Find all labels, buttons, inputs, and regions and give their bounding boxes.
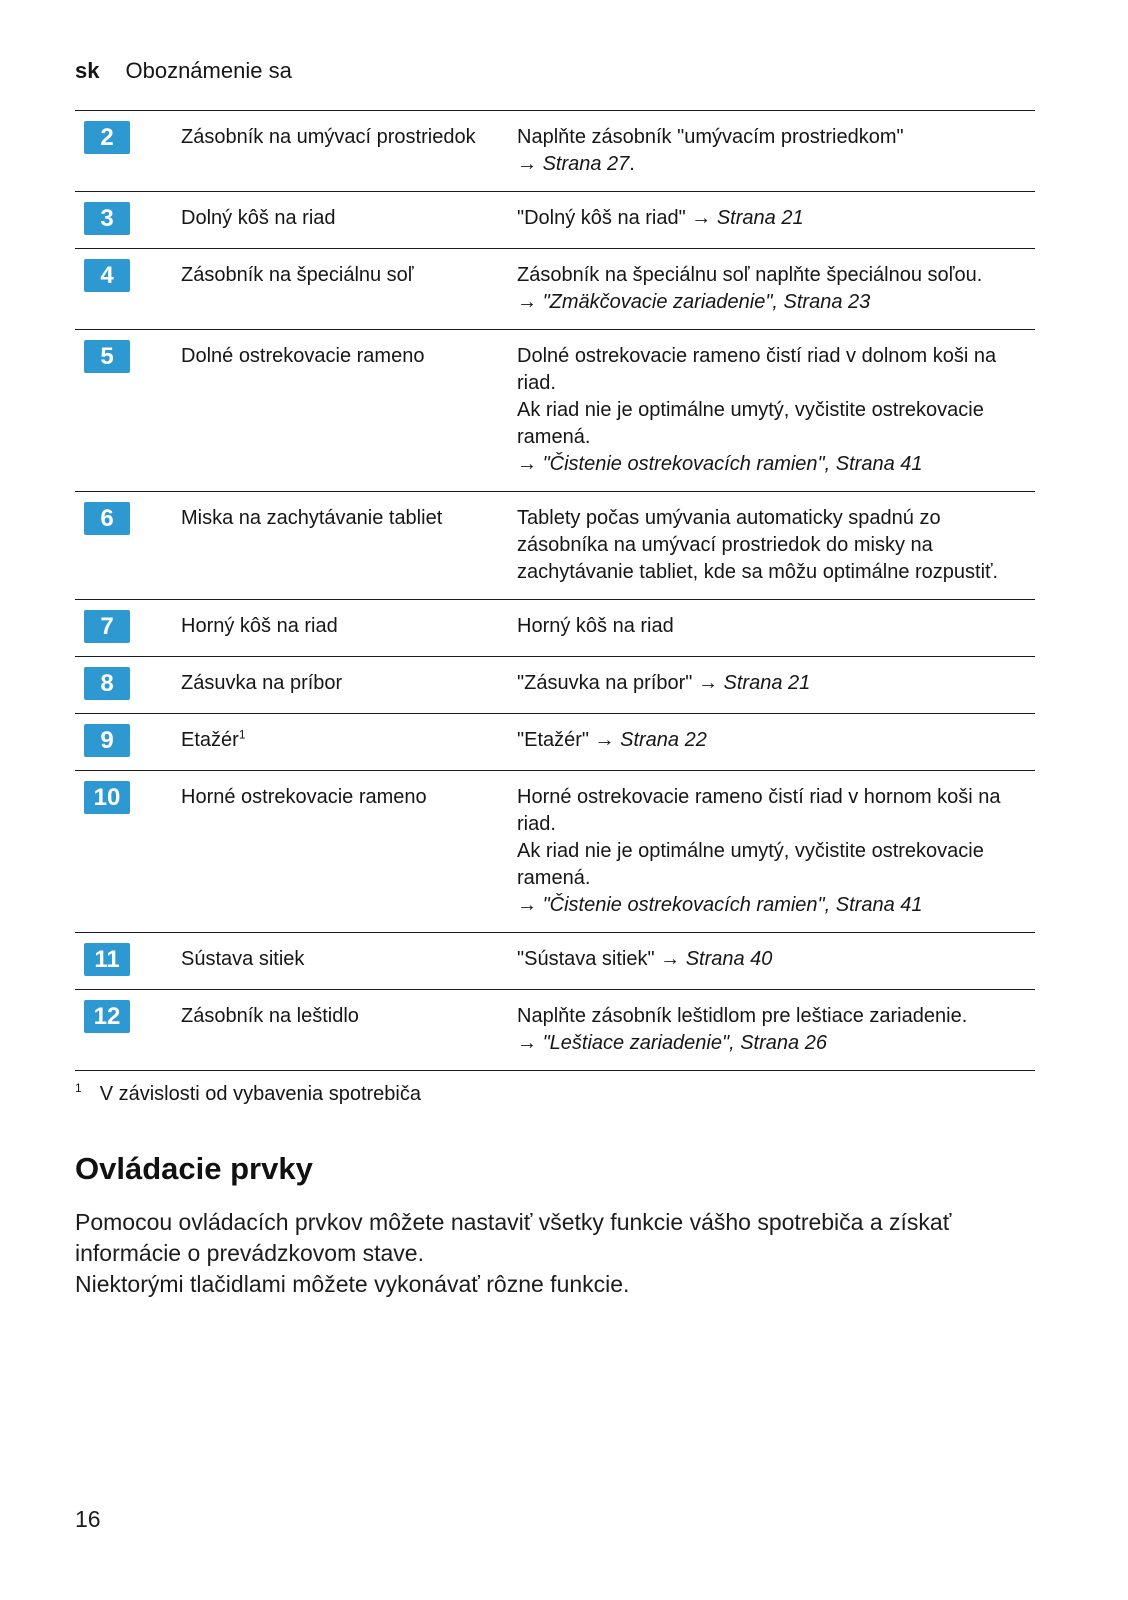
text-span: Sústava sitiek bbox=[181, 948, 305, 970]
arrow-right-icon-text: "Etažér" → bbox=[517, 729, 621, 751]
item-number-badge: 11 bbox=[84, 943, 130, 976]
text-span: Horný kôš na riad bbox=[181, 615, 338, 637]
table-row bbox=[75, 932, 1035, 989]
arrow-right-icon-text: "Sústava sitiek" → bbox=[517, 948, 686, 970]
cross-reference: Strana 21 bbox=[723, 672, 811, 694]
text-span: Dolné ostrekovacie rameno bbox=[181, 345, 425, 367]
arrow-right-icon-text: → bbox=[517, 453, 543, 475]
cross-reference: Strana 21 bbox=[716, 207, 804, 229]
item-number-cell bbox=[75, 501, 181, 586]
body-paragraph: Pomocou ovládacích prvkov môžete nastaviť všetky funkcie vášho spotrebiča a získať informácie o prevádzkovom stave. bbox=[75, 1209, 952, 1266]
description-line bbox=[517, 205, 1035, 232]
text-span: Zásuvka na príbor bbox=[181, 672, 343, 694]
arrow-right-icon-text: "Zásuvka na príbor" → bbox=[517, 672, 724, 694]
text-span: Zásobník na špeciálnu soľ bbox=[181, 264, 414, 286]
component-name bbox=[181, 723, 517, 757]
text-span: Horné ostrekovacie rameno čistí riad v hornom koši na riad. bbox=[517, 786, 1001, 835]
description-line bbox=[517, 1030, 1035, 1057]
cross-reference: Strana 27 bbox=[542, 153, 630, 175]
component-name bbox=[181, 666, 517, 700]
text-span: Ak riad nie je optimálne umytý, vyčistite ostrekovacie ramená. bbox=[517, 399, 984, 448]
component-description bbox=[517, 666, 1035, 700]
component-name bbox=[181, 339, 517, 478]
text-span: Naplňte zásobník "umývacím prostriedkom" bbox=[517, 126, 904, 148]
description-line bbox=[517, 397, 1035, 451]
cross-reference: Strana 22 bbox=[620, 729, 707, 751]
components-table bbox=[75, 110, 1035, 1071]
component-name bbox=[181, 780, 517, 919]
item-number-badge: 5 bbox=[84, 340, 130, 373]
component-description bbox=[517, 339, 1035, 478]
component-name bbox=[181, 201, 517, 235]
text-span: . bbox=[629, 153, 635, 175]
component-description bbox=[517, 780, 1035, 919]
cross-reference: "Leštiace zariadenie", Strana 26 bbox=[542, 1032, 827, 1054]
item-number-cell bbox=[75, 609, 181, 643]
description-line bbox=[517, 289, 1035, 316]
description-line bbox=[517, 124, 1035, 151]
section-paragraphs bbox=[75, 1207, 1035, 1300]
page-number: 16 bbox=[75, 1506, 101, 1532]
table-row bbox=[75, 248, 1035, 329]
description-line bbox=[517, 892, 1035, 919]
component-name bbox=[181, 501, 517, 586]
text-span: Horné ostrekovacie rameno bbox=[181, 786, 427, 808]
item-number-badge: 12 bbox=[84, 1000, 130, 1033]
item-number-cell bbox=[75, 780, 181, 919]
text-span: Horný kôš na riad bbox=[517, 615, 674, 637]
item-number-badge: 9 bbox=[84, 724, 130, 757]
item-number-badge: 6 bbox=[84, 502, 130, 535]
component-description bbox=[517, 723, 1035, 757]
component-description bbox=[517, 501, 1035, 586]
cross-reference: "Čistenie ostrekovacích ramien", Strana 41 bbox=[542, 894, 923, 916]
table-row bbox=[75, 491, 1035, 599]
description-line bbox=[517, 727, 1035, 754]
text-span: Zásobník na umývací prostriedok bbox=[181, 126, 476, 148]
item-number-badge: 2 bbox=[84, 121, 130, 154]
component-name bbox=[181, 942, 517, 976]
footnote-marker: 1 bbox=[75, 1081, 82, 1096]
body-paragraph: Niektorými tlačidlami môžete vykonávať rôzne funkcie. bbox=[75, 1271, 630, 1297]
component-name bbox=[181, 609, 517, 643]
component-name bbox=[181, 258, 517, 316]
cross-reference: Strana 40 bbox=[685, 948, 773, 970]
component-description bbox=[517, 942, 1035, 976]
text-span: Miska na zachytávanie tabliet bbox=[181, 507, 443, 529]
description-line bbox=[517, 946, 1035, 973]
arrow-right-icon-text: → bbox=[517, 291, 543, 313]
description-line bbox=[517, 670, 1035, 697]
item-number-cell bbox=[75, 201, 181, 235]
item-number-badge: 3 bbox=[84, 202, 130, 235]
component-description bbox=[517, 258, 1035, 316]
item-number-cell bbox=[75, 339, 181, 478]
text-span: Zásobník na špeciálnu soľ naplňte špeciálnou soľou. bbox=[517, 264, 983, 286]
text-span: Naplňte zásobník leštidlom pre leštiace zariadenie. bbox=[517, 1005, 968, 1027]
chapter-title: Oboznámenie sa bbox=[125, 58, 292, 83]
component-description bbox=[517, 609, 1035, 643]
item-number-cell bbox=[75, 723, 181, 757]
item-number-badge: 7 bbox=[84, 610, 130, 643]
text-span: Tablety počas umývania automaticky spadnú zo zásobníka na umývací prostriedok do misky na zachytávanie tabliet, kde sa môžu optimálne rozpustiť. bbox=[517, 507, 999, 583]
arrow-right-icon-text: → bbox=[517, 153, 543, 175]
component-name bbox=[181, 999, 517, 1057]
item-number-cell bbox=[75, 120, 181, 178]
cross-reference: "Čistenie ostrekovacích ramien", Strana 41 bbox=[542, 453, 923, 475]
description-line bbox=[517, 505, 1035, 586]
arrow-right-icon-text: → bbox=[517, 894, 543, 916]
footnote-text: V závislosti od vybavenia spotrebiča bbox=[99, 1083, 421, 1105]
item-number-cell bbox=[75, 666, 181, 700]
component-name bbox=[181, 120, 517, 178]
item-number-badge: 10 bbox=[84, 781, 130, 814]
description-line bbox=[517, 151, 1035, 178]
table-row bbox=[75, 599, 1035, 656]
arrow-right-icon-text: → bbox=[517, 1032, 543, 1054]
description-line bbox=[517, 784, 1035, 838]
description-line bbox=[517, 838, 1035, 892]
text-span: Dolný kôš na riad bbox=[181, 207, 336, 229]
cross-reference: "Zmäkčovacie zariadenie", Strana 23 bbox=[542, 291, 871, 313]
item-number-cell bbox=[75, 999, 181, 1057]
table-row bbox=[75, 656, 1035, 713]
description-line bbox=[517, 451, 1035, 478]
description-line bbox=[517, 343, 1035, 397]
section-title: Ovládacie prvky bbox=[75, 1151, 313, 1186]
item-number-badge: 4 bbox=[84, 259, 130, 292]
language-tag: sk bbox=[75, 58, 100, 83]
table-row bbox=[75, 110, 1035, 191]
component-description bbox=[517, 201, 1035, 235]
component-description bbox=[517, 999, 1035, 1057]
table-row bbox=[75, 329, 1035, 491]
table-row bbox=[75, 713, 1035, 770]
text-span: Zásobník na leštidlo bbox=[181, 1005, 359, 1027]
item-number-badge: 8 bbox=[84, 667, 130, 700]
page-header bbox=[75, 58, 1035, 84]
table-row bbox=[75, 770, 1035, 932]
description-line bbox=[517, 613, 1035, 640]
description-line bbox=[517, 1003, 1035, 1030]
text-span: Ak riad nie je optimálne umytý, vyčistite ostrekovacie ramená. bbox=[517, 840, 984, 889]
item-number-cell bbox=[75, 942, 181, 976]
text-span: Etažér bbox=[181, 729, 239, 751]
table-row bbox=[75, 191, 1035, 248]
item-number-cell bbox=[75, 258, 181, 316]
arrow-right-icon-text: "Dolný kôš na riad" → bbox=[517, 207, 717, 229]
footnote-reference-marker: 1 bbox=[238, 727, 246, 742]
component-description bbox=[517, 120, 1035, 178]
text-span: Dolné ostrekovacie rameno čistí riad v dolnom koši na riad. bbox=[517, 345, 997, 394]
description-line bbox=[517, 262, 1035, 289]
table-row bbox=[75, 989, 1035, 1070]
footnote bbox=[75, 1081, 1035, 1107]
